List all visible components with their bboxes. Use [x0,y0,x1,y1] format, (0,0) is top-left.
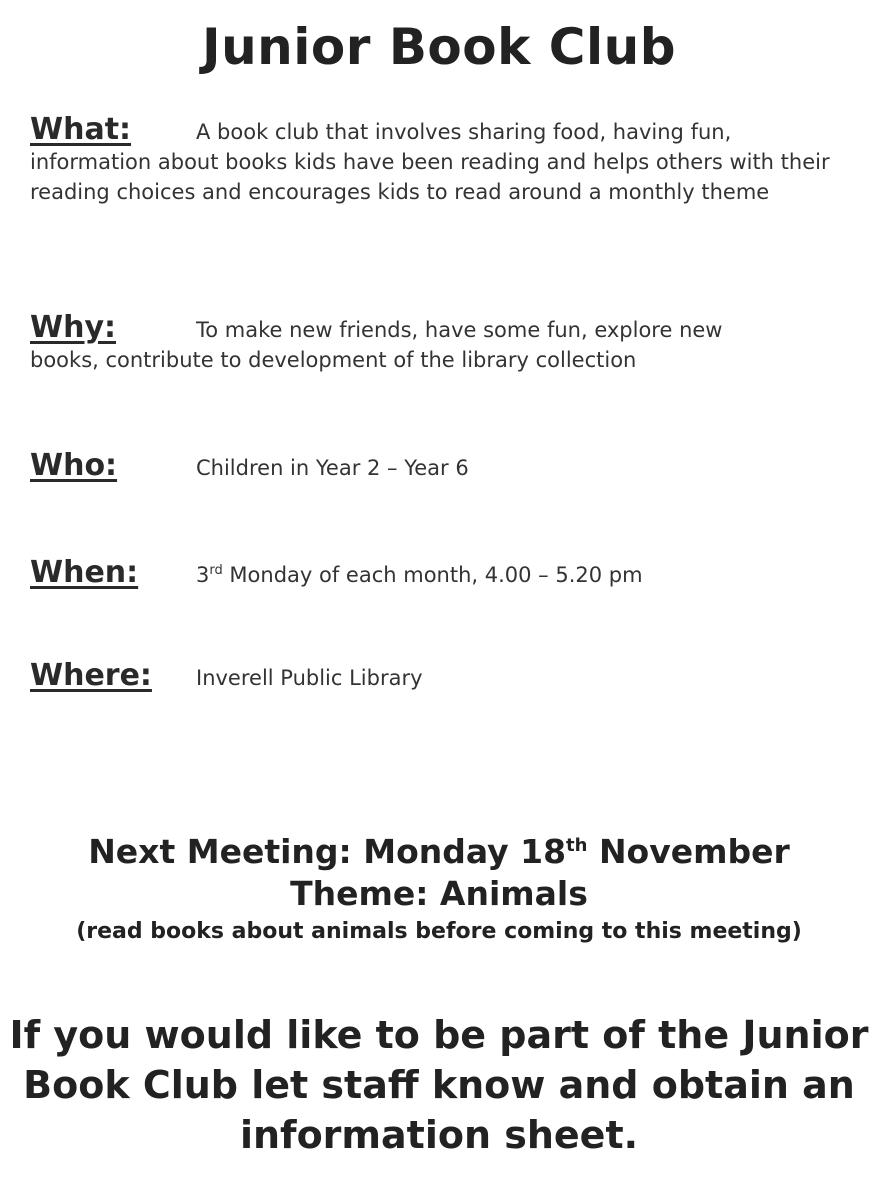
who-section [30,448,830,483]
when-text [196,556,643,590]
what-section [30,112,830,207]
page-title: Junior Book Club [201,18,677,76]
what-first-line: A book club that involves sharing food, having fun, [196,120,732,144]
what-description: information about books kids have been reading and helps others with their reading choices and encourages kids to read around a monthly theme [30,150,830,204]
when-ordinal-suffix: rd [209,563,223,578]
when-schedule: Monday of each month, 4.00 – 5.20 pm [222,563,643,587]
meeting-theme: Theme: Animals [290,874,588,913]
why-first-line: To make new friends, have some fun, explore new [196,318,723,342]
next-meeting-suffix: th [566,835,588,856]
where-text: Inverell Public Library [196,666,423,690]
why-label: Why: [30,310,117,345]
where-section [30,658,830,693]
next-meeting-prefix: Next Meeting: Monday 18 [88,832,567,871]
why-section [30,310,830,375]
who-text: Children in Year 2 – Year 6 [196,456,469,480]
who-label: Who: [30,448,118,483]
cta-line-2: Book Club let staff know and obtain an [23,1063,855,1107]
next-meeting-block [0,825,878,949]
where-label: Where: [30,658,152,693]
next-meeting-month: November [587,832,790,871]
why-description: books, contribute to development of the library collection [30,348,637,372]
cta-line-3: information sheet. [239,1113,639,1157]
when-label: When: [30,555,139,590]
when-section [30,555,830,590]
what-label: What: [30,112,132,147]
call-to-action [0,1010,878,1160]
meeting-note: (read books about animals before coming to this meeting) [76,919,802,944]
when-ordinal: 3 [196,563,210,587]
cta-line-1: If you would like to be part of the Junior [9,1013,869,1057]
next-meeting-date [0,825,878,873]
